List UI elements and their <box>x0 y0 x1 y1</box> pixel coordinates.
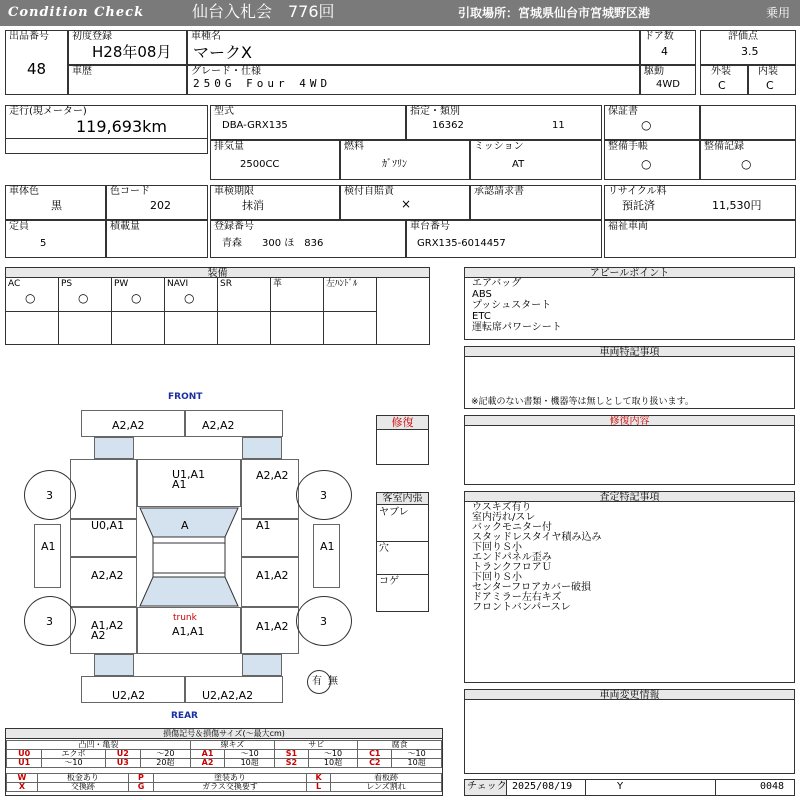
mark-front-door-right: A1 <box>256 519 271 532</box>
legend-cell: P <box>129 774 154 783</box>
mirror-right <box>313 524 340 588</box>
mark-front-bumper-left: A2,A2 <box>112 419 145 432</box>
legend-cell: ～10 <box>308 750 358 759</box>
change-title: 車両変更情報 <box>465 690 794 700</box>
ext-value: C <box>718 79 726 92</box>
legend-cell: 10超 <box>308 759 358 768</box>
interior-item: ヤブレ <box>379 507 409 518</box>
mark-roof: A <box>181 519 189 532</box>
mark-front-fender-right: A2,A2 <box>256 469 289 482</box>
auction-title: 仙台入札会 776回 <box>192 2 335 21</box>
welfare-label: 福祉車両 <box>608 221 648 232</box>
legend-group: 凸凹・亀裂 <box>7 741 191 750</box>
grade-label: グレード・仕様 <box>191 66 261 77</box>
equip-label: PS <box>61 279 73 289</box>
mark-rear-fender-left: A1,A2 A2 <box>91 619 124 642</box>
legend-cell: X <box>7 783 38 792</box>
category-label: 乗用 <box>766 6 791 20</box>
name-box <box>187 30 640 65</box>
lot-number: 48 <box>26 60 47 78</box>
mileage-label: 走行(現メーター) <box>9 106 87 117</box>
legend-cell: U0 <box>7 750 42 759</box>
legend-cell: L <box>307 783 331 792</box>
check-label: チェック <box>467 781 507 792</box>
mark-tire-front-left: 3 <box>46 489 53 502</box>
check-code: 0048 <box>760 781 785 792</box>
equip-mark: ○ <box>184 291 195 305</box>
legend-cell: 塗装あり <box>153 774 306 783</box>
equip-mark: ○ <box>131 291 142 305</box>
legend-group: 腐食 <box>358 741 442 750</box>
liab-value: × <box>401 197 412 211</box>
legend-cell: C2 <box>358 759 392 768</box>
mark-front-door-left: U0,A1 <box>91 519 125 532</box>
list-item: ETC <box>472 311 491 322</box>
legend-cell: レンズ割れ <box>331 783 442 792</box>
mark-front-bumper-right: A2,A2 <box>202 419 235 432</box>
legend-table <box>6 740 442 768</box>
list-item: 室内汚れ/スレ <box>472 512 536 523</box>
capacity-value: 5 <box>40 238 47 249</box>
headlight-right <box>242 437 282 459</box>
reg-date: H28年08月 <box>92 43 172 61</box>
mark-mirror-right: A1 <box>320 540 335 553</box>
car-name: マークX <box>193 43 252 62</box>
warranty-value: ○ <box>641 118 652 132</box>
equip-label: PW <box>114 279 129 289</box>
legend-cell: 板金あり <box>37 774 128 783</box>
code-value: 202 <box>150 199 171 212</box>
equip-label: AC <box>8 279 21 289</box>
taillight-left <box>94 654 134 676</box>
plate-label: 登録番号 <box>214 221 254 232</box>
trunk-label: trunk <box>173 613 197 623</box>
record-label: 整備記録 <box>704 141 744 152</box>
int-label: 内装 <box>758 66 778 77</box>
approval-label: 承認請求書 <box>474 186 524 197</box>
score-label: 評価点 <box>728 31 758 42</box>
mileage-value: 119,693km <box>76 117 168 136</box>
list-item: トランクフロアＵ <box>472 562 552 573</box>
capacity-label: 定員 <box>9 221 29 232</box>
load-label: 積載量 <box>110 221 140 232</box>
check-date: 2025/08/19 <box>512 781 573 792</box>
lot-label: 出品番号 <box>9 31 49 42</box>
check-mark: Y <box>617 781 624 792</box>
list-item: エアバッグ <box>472 278 522 289</box>
model-value: DBA-GRX135 <box>222 120 288 131</box>
equip-label: NAVI <box>167 279 189 289</box>
taillight-right <box>242 654 282 676</box>
mark-tire-front-right: 3 <box>320 489 327 502</box>
doors-value: 4 <box>661 45 668 58</box>
mission-value: AT <box>512 159 525 170</box>
rear-door-left <box>70 557 137 607</box>
equip-mark: ○ <box>78 291 89 305</box>
legend-cell: ガラス交換要す <box>153 783 306 792</box>
mark-rear-door-right: A1,A2 <box>256 569 289 582</box>
legend-cell: 看板跡 <box>331 774 442 783</box>
mark-rear-bumper-right: U2,A2,A2 <box>202 689 254 702</box>
mirror-left <box>34 524 61 588</box>
equip-label: SR <box>220 279 232 289</box>
design-label: 指定・類別 <box>410 106 460 117</box>
list-item: 運転席パワーシート <box>472 322 562 333</box>
int-value: C <box>766 79 774 92</box>
mark-rear-door-left: A2,A2 <box>91 569 124 582</box>
front-fender-left <box>70 459 137 519</box>
equip-label: 革 <box>273 279 283 289</box>
repair-title: 修復内容 <box>465 416 794 426</box>
history-label: 車歴 <box>72 66 92 77</box>
drive-value: 4WD <box>656 79 680 90</box>
legend-cell: 10超 <box>225 759 275 768</box>
list-item: フロントバンパースレ <box>472 602 571 613</box>
legend-cell: 20超 <box>141 759 191 768</box>
score-value: 3.5 <box>741 45 759 58</box>
legend-cell: 交換跡 <box>37 783 128 792</box>
legend-cell: ～10 <box>392 750 442 759</box>
legend-cell: S2 <box>275 759 309 768</box>
inspect-label: 車検期限 <box>214 186 254 197</box>
legend-group: 線キズ <box>190 741 274 750</box>
list-item: 下回りＳ小 <box>472 572 522 583</box>
list-item: スタッドレスタイヤ積み込み <box>472 532 602 543</box>
disp-value: 2500CC <box>240 159 280 170</box>
appeal-list <box>472 278 562 333</box>
mark-trunk: A1,A1 <box>172 625 205 638</box>
record-value: ○ <box>741 157 752 171</box>
mission-label: ミッション <box>474 141 524 152</box>
rear-door-right <box>241 557 299 607</box>
legend-cell: W <box>7 774 38 783</box>
drive-label: 駆動 <box>644 66 664 77</box>
cabin-glass <box>137 507 241 607</box>
legend-cell: ～10 <box>225 750 275 759</box>
special-title: 車両特記事項 <box>465 347 794 357</box>
color-value: 黒 <box>51 199 62 212</box>
mark-tire-rear-right: 3 <box>320 615 327 628</box>
list-item: ABS <box>472 289 492 300</box>
change-panel <box>464 689 795 774</box>
legend-cell: ～20 <box>141 750 191 759</box>
front-fender-right <box>241 459 299 519</box>
pickup-location: 引取場所：宮城県仙台市宮城野区港 <box>458 6 651 20</box>
list-item: 下回りＳ小 <box>472 542 522 553</box>
list-item: ウスキズ有り <box>472 502 532 513</box>
recycle-label: リサイクル料 <box>608 186 667 197</box>
rear-label: REAR <box>171 711 198 721</box>
disp-label: 排気量 <box>214 141 244 152</box>
legend-cell: エクボ <box>42 750 105 759</box>
design-value-1: 16362 <box>432 120 464 131</box>
recycle-fee: 11,530円 <box>712 199 762 212</box>
spare-absent: 無 <box>328 676 338 687</box>
repair-side-title: 修復 <box>377 416 428 430</box>
legend-cell: U2 <box>105 750 140 759</box>
model-label: 型式 <box>214 106 234 117</box>
legend-cell: G <box>129 783 154 792</box>
manual-label: 整備手帳 <box>608 141 648 152</box>
interior-title: 客室内張 <box>377 493 428 505</box>
mark-hood: U1,A1 A1 <box>172 468 206 491</box>
list-item: エンドパネル歪み <box>472 552 552 563</box>
legend-cell: S1 <box>275 750 309 759</box>
chassis-label: 車台番号 <box>410 221 450 232</box>
legend-group: サビ <box>275 741 358 750</box>
fuel-label: 燃料 <box>344 141 364 152</box>
interior-item: コゲ <box>379 576 399 587</box>
design-value-2: 11 <box>552 120 565 131</box>
equip-mark: ○ <box>25 291 36 305</box>
grade-value: 250G Four 4WD <box>193 77 332 90</box>
legend-cell: C1 <box>358 750 392 759</box>
reg-label: 初度登録 <box>72 31 112 42</box>
spare-present: 有 <box>312 676 322 687</box>
front-label: FRONT <box>168 392 203 402</box>
chassis-value: GRX135-6014457 <box>417 238 506 249</box>
inspect-value: 抹消 <box>242 199 264 212</box>
legend-table-2 <box>6 773 442 792</box>
legend-cell: A2 <box>190 759 225 768</box>
list-item: バックモニター付 <box>472 522 552 533</box>
doors-label: ドア数 <box>644 31 674 42</box>
mark-mirror-left: A1 <box>41 540 56 553</box>
ext-label: 外装 <box>711 66 731 77</box>
assess-title: 査定特記事項 <box>465 492 794 502</box>
assess-list <box>472 503 602 613</box>
list-item: プッシュスタート <box>472 300 552 311</box>
fuel-value: ｶﾞｿﾘﾝ <box>382 159 407 170</box>
list-item: センターフロアカバー破損 <box>472 582 591 593</box>
code-label: 色コード <box>110 186 150 197</box>
brand-title: Condition Check <box>8 5 145 20</box>
mark-rear-fender-right: A1,A2 <box>256 620 289 633</box>
special-note: ※記載のない書類・機器等は無しとして取り扱います。 <box>471 397 694 407</box>
equipment-title: 装備 <box>6 268 429 278</box>
mark-rear-bumper-left: U2,A2 <box>112 689 146 702</box>
legend-cell: 10超 <box>392 759 442 768</box>
recycle-status: 預託済 <box>622 199 655 212</box>
list-item: ドアミラー左右キズ <box>472 592 562 603</box>
headlight-left <box>94 437 134 459</box>
plate-value: 青森 300 ほ 836 <box>222 238 324 249</box>
appeal-title: アピールポイント <box>465 268 794 278</box>
legend-cell: A1 <box>190 750 225 759</box>
legend-cell: U3 <box>105 759 140 768</box>
warranty-label: 保証書 <box>608 106 638 117</box>
legend-cell: ～10 <box>42 759 105 768</box>
mark-tire-rear-left: 3 <box>46 615 53 628</box>
interior-item: 穴 <box>379 543 389 554</box>
equip-label: 左ﾊﾝﾄﾞﾙ <box>326 279 358 289</box>
legend-title: 損傷記号＆損傷サイズ(～最大cm) <box>6 729 442 739</box>
color-label: 車体色 <box>9 186 39 197</box>
legend-cell: K <box>307 774 331 783</box>
name-label: 車種名 <box>191 31 221 42</box>
manual-value: ○ <box>641 157 652 171</box>
liab-label: 検付自賠責 <box>344 186 394 197</box>
legend-cell: U1 <box>7 759 42 768</box>
